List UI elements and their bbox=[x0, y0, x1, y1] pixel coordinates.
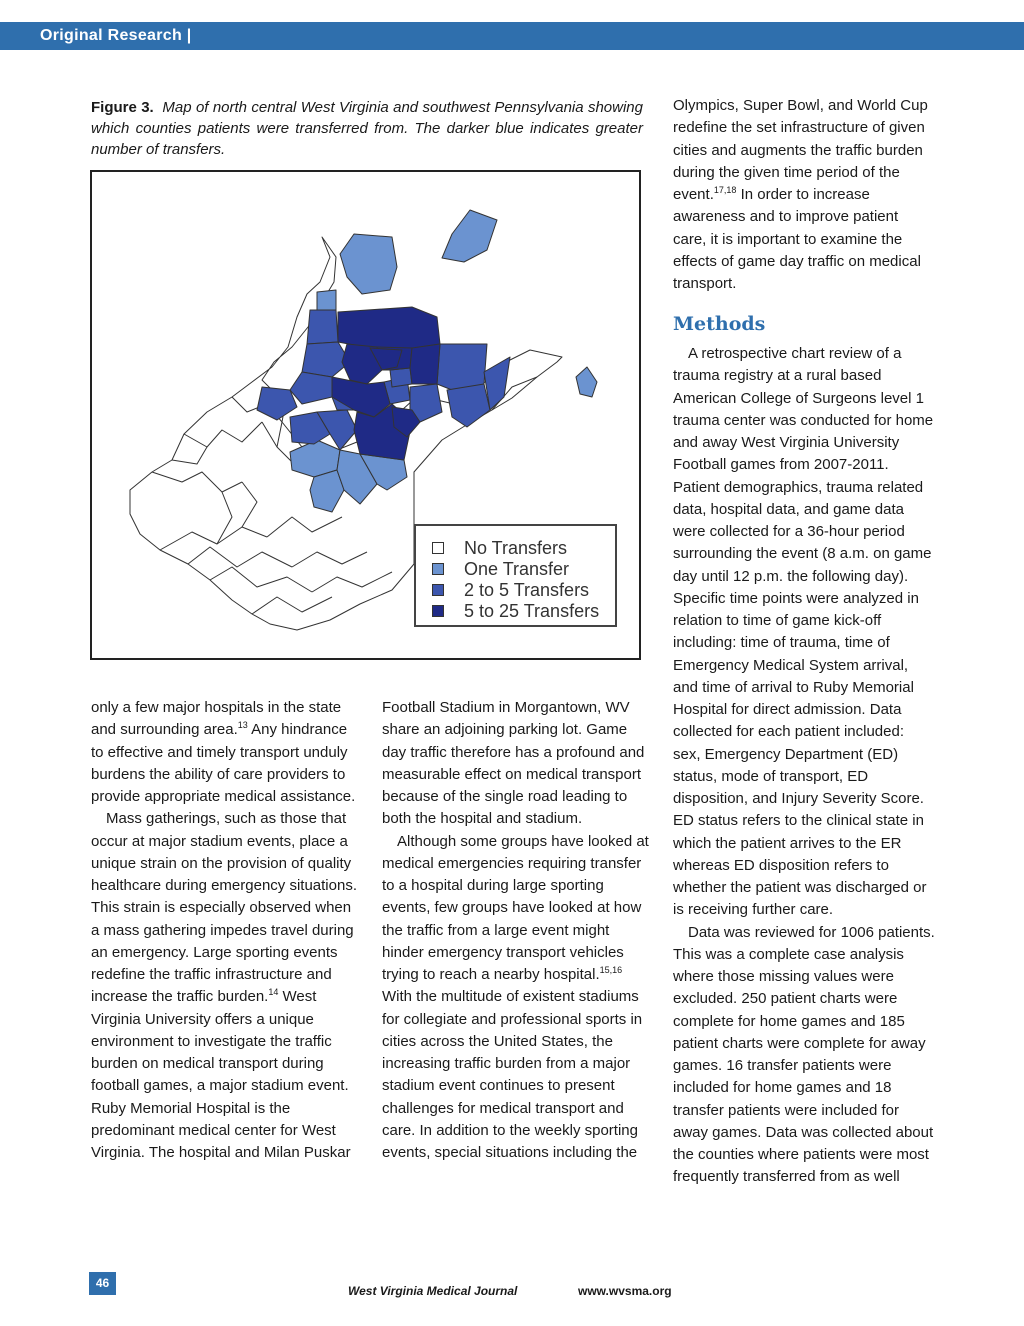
map-legend bbox=[414, 524, 617, 627]
figure-label: Figure 3. bbox=[91, 99, 154, 116]
legend-swatch-few bbox=[432, 584, 444, 596]
county-one-3 bbox=[317, 290, 336, 312]
methods-paragraph-2: Data was reviewed for 1006 patients. This was a complete case analysis where those missing values were excluded. 250 patient charts were complete for home games and 185 patient charts were complete for away games. 16 transfer patients were included for home games and 18 transfer patients were included for away games. Data was collected about the counties where patients were most frequently transferred from as well bbox=[673, 923, 935, 1186]
col2-paragraph-2: Although some groups have looked at medical emergencies requiring transfer to a hospital during large sporting events, few groups have looked at how the traffic from a large event might hinder emergency transport vehicles trying to reach a nearby hospital.$^{15,16}$ With the multitude of existent stadiums for collegiate and professional sports in cities across the United States, the increasing traffic burden from a major stadium event continues to present challenges for medical transport and care. In addition to the weekly sporting events, special situations including the bbox=[382, 832, 649, 1161]
body-column-3-top bbox=[673, 95, 935, 295]
legend-swatch-none bbox=[432, 542, 444, 554]
county-map-figure bbox=[90, 170, 641, 660]
col1-paragraph-2: Mass gatherings, such as those that occur at major stadium events, place a unique strain on the provision of quality healthcare during emergency situations. This strain is especially observed when a mass gathering impedes travel during an emergency. Large sporting events redefine the traffic infrastructure and increase the traffic burden.$^{14}$ West Virginia University offers a unique environment to investigate the traffic burden on medical transport during football games, a major stadium event. Ruby Memorial Hospital is the predominant medical center for West Virginia. The hospital and Milan Puskar bbox=[91, 810, 357, 1161]
methods-paragraph-1: A retrospective chart review of a trauma registry at a rural based American College of Surgeons level 1 trauma center was conducted for home and away West Virginia University Football games from 2007-2011. Patient demographics, trauma related data, hospital data, and game data were collected for a 36-hour period surrounding the event (8 a.m. on game day until 12 p.m. the following day). Specific time points were analyzed in relation to time of game kick-off including: time of trauma, time of Emergency Medical System arrival, and time of arrival to Ruby Memorial Hospital for direct admission. Data collected for each patient included: sex, Emergency Department (ED) status, mode of transport, ED disposition, and Injury Severity Score. ED status refers to the clinical state in which the patient arrives to the ER whereas ED disposition refers to whether the patient was discharged or is receiving further care. bbox=[673, 345, 934, 919]
legend-label-one: One Transfer bbox=[464, 559, 570, 579]
county-one-4 bbox=[576, 367, 597, 397]
legend-label-many: 5 to 25 Transfers bbox=[464, 601, 600, 621]
county-one-2 bbox=[442, 210, 497, 262]
legend-swatch-many bbox=[432, 605, 444, 617]
legend-label-none: No Transfers bbox=[464, 538, 568, 558]
methods-heading: Methods bbox=[673, 313, 766, 335]
col1-paragraph-1: only a few major hospitals in the state and surrounding area.$^{13}$ Any hindrance to effective and timely transport unduly burdens the ability of care providers to provide appropriate medical assistance. bbox=[91, 699, 356, 805]
county-few-3 bbox=[290, 372, 332, 404]
body-column-2 bbox=[382, 697, 650, 1164]
legend-label-few: 2 to 5 Transfers bbox=[464, 580, 590, 600]
body-column-1 bbox=[91, 697, 359, 1164]
county-many-1 bbox=[338, 307, 440, 350]
section-label: Original Research | bbox=[40, 27, 192, 44]
journal-name: West Virginia Medical Journal bbox=[348, 1284, 518, 1298]
page-number: 46 bbox=[89, 1272, 116, 1295]
col2-paragraph-1: Football Stadium in Morgantown, WV share an adjoining parking lot. Game day traffic therefore has a profound and measurable effect on medical transport because of the single road leading to both the hospital and stadium. bbox=[382, 699, 645, 828]
legend-swatch-one bbox=[432, 563, 444, 575]
county-one-1 bbox=[340, 234, 397, 294]
county-few-13 bbox=[390, 368, 412, 387]
county-many-6 bbox=[410, 344, 440, 384]
journal-website: www.wvsma.org bbox=[578, 1284, 672, 1298]
figure-caption-text: Map of north central West Virginia and southwest Pennsylvania showing which counties patients were transferred from. The darker blue indicates greater number of transfers. bbox=[91, 99, 643, 158]
col3-paragraph-1: Olympics, Super Bowl, and World Cup redefine the set infrastructure of given cities and augments the traffic burden during the given time period of the event.$^{17,18}$ In order to increase awareness and to improve patient care, it is important to examine the effects of game day traffic on medical transport. bbox=[673, 97, 928, 292]
county-few-1 bbox=[307, 310, 338, 344]
body-column-3-methods bbox=[673, 343, 935, 1189]
figure-caption bbox=[91, 97, 643, 160]
section-header-bar bbox=[0, 22, 1024, 50]
